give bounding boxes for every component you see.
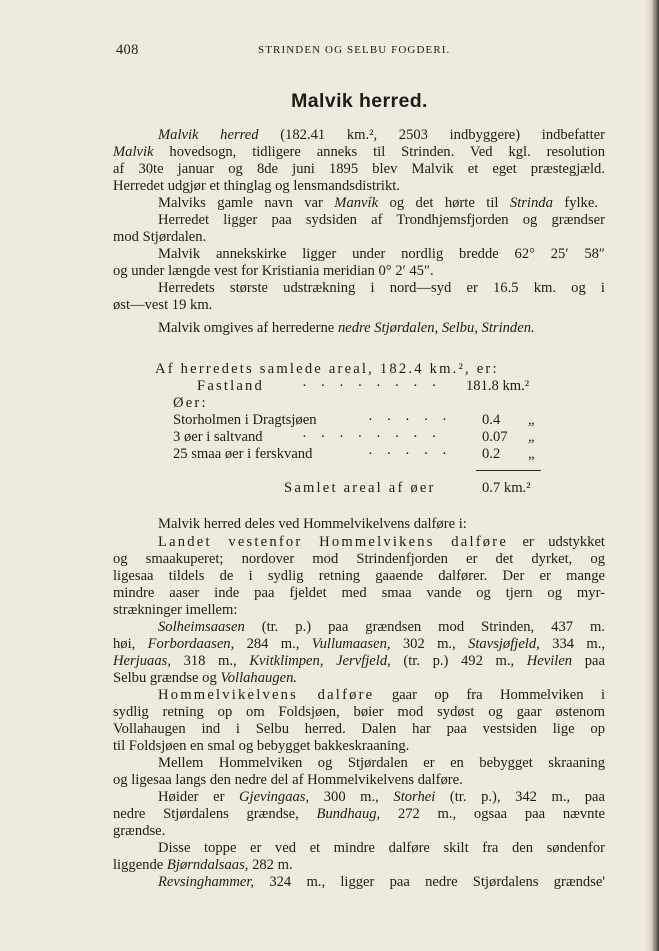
text-line: Herjuaas, 318 m., Kvitklimpen, Jervfjeld, (tr. p.) 492 m., Hevilen paa — [113, 653, 605, 669]
text-line: strækninger imellem: — [113, 602, 238, 618]
text-line: af 30te januar og 8de juni 1895 blev Malvik et eget præstegjæld. — [113, 161, 605, 177]
text-line: Selbu grændse og Vollahaugen. — [113, 670, 298, 686]
page-edge-shadow — [645, 0, 659, 951]
leader-dots: · · · · · — [368, 446, 452, 462]
text-line: Solheimsaasen (tr. p.) paa grændsen mod Strinden, 437 m. — [158, 619, 605, 635]
text-line: nedre Stjørdalens grændse, Bundhaug, 272 m., ogsaa paa nævnte — [113, 806, 605, 822]
text-line: Malvik herred (182.41 km.², 2503 indbyggere) indbefatter — [158, 127, 605, 143]
text-line: Høider er Gjevingaas, 300 m., Storhei (tr. p.), 342 m., paa — [158, 789, 606, 805]
sum-rule — [476, 470, 541, 471]
area-row-label: Storholmen i Dragtsjøen — [173, 412, 317, 428]
area-subheading: Øer: — [173, 395, 208, 411]
text-line: og smaakuperet; nordover mod Strindenfjorden er det dyrket, og — [113, 551, 605, 567]
text-line: Mellem Hommelviken og Stjørdalen er en bebygget skraaning — [158, 755, 605, 771]
text-line: Malvik herred deles ved Hommelvikelvens dalføre i: — [158, 516, 467, 532]
area-row-value: 0.07 — [482, 429, 508, 445]
text-line: grændse. — [113, 823, 166, 839]
page-number: 408 — [116, 42, 139, 58]
text-line: og under længde vest for Kristiania meridian 0° 2′ 45″. — [113, 263, 434, 279]
text-line: Herredet udgjør et thinglag og lensmandsdistrikt. — [113, 178, 400, 194]
text-line: Herredets største udstrækning i nord—syd er 16.5 km. og i — [158, 280, 605, 296]
running-header — [116, 42, 606, 62]
ditto-mark: „ — [528, 446, 535, 462]
area-total-label: Samlet areal af øer — [284, 480, 436, 496]
text-line: Landet vestenfor Hommelvikens dalføre er udstykket — [158, 534, 605, 550]
text-line: Malvik omgives af herrederne nedre Stjørdalen, Selbu, Strinden. — [158, 320, 535, 336]
text-line: sydlig retning op om Foldsjøen, bøier mod sydøst og gaar østenom — [113, 704, 605, 720]
page-edge-line — [654, 0, 656, 951]
text-line: og ligesaa langs den nedre del af Hommelvikelvens dalføre. — [113, 772, 463, 788]
ditto-mark: „ — [528, 429, 535, 445]
text-line: Vollahaugen ind i Selbu herred. Dalen har paa vestsiden lige op — [113, 721, 605, 737]
area-row-value: 0.2 — [482, 446, 501, 462]
text-line: Disse toppe er ved et mindre dalføre skilt fra den søndenfor — [158, 840, 605, 856]
leader-dots: · · · · · · · · — [302, 378, 442, 394]
text-line: liggende Bjørndalsaas, 282 m. — [113, 857, 293, 873]
text-line: ligesaa tildels de i sydlig retning gaaende dalfører. Der er mange — [113, 568, 605, 584]
leader-dots: · · · · · — [368, 412, 452, 428]
area-row-value: 181.8 km.² — [466, 378, 530, 394]
area-row-label: 3 øer i saltvand — [173, 429, 263, 445]
ditto-mark: „ — [528, 412, 535, 428]
text-line: Malvik annekskirke ligger under nordlig bredde 62° 25′ 58″ — [158, 246, 605, 262]
area-row-value: 0.4 — [482, 412, 501, 428]
text-line: Malvik hovedsogn, tidligere anneks til Strinden. Ved kgl. resolution — [113, 144, 605, 160]
area-row-label: 25 smaa øer i ferskvand — [173, 446, 313, 462]
leader-dots: · · · · · · · · — [302, 429, 442, 445]
area-row-label: Fastland — [197, 378, 265, 394]
text-line: Malviks gamle navn var Manvík og det hørte til Strinda fylke. — [158, 195, 598, 211]
text-line: øst—vest 19 km. — [113, 297, 213, 313]
area-total-value: 0.7 km.² — [482, 480, 531, 496]
text-line: til Foldsjøen en smal og bebygget bakkeskraaning. — [113, 738, 410, 754]
section-title: Malvik herred. — [291, 90, 428, 112]
text-line: mod Stjørdalen. — [113, 229, 207, 245]
text-line: Revsinghammer, 324 m., ligger paa nedre Stjørdalens grændse' — [158, 874, 605, 890]
text-line: Hommelvikelvens dalføre gaar op fra Hommelviken i — [158, 687, 606, 703]
area-table-heading: Af herredets samlede areal, 182.4 km.², er: — [155, 361, 499, 377]
text-line: mindre aaser inde paa fjeldet med smaa vande og tjern og myr- — [113, 585, 605, 601]
running-title: STRINDEN OG SELBU FOGDERI. — [258, 44, 451, 56]
text-line: høi, Forbordaasen, 284 m., Vullumaasen, 302 m., Stavsjøfjeld, 334 m., — [113, 636, 605, 652]
text-line: Herredet ligger paa sydsiden af Trondhjemsfjorden og grændser — [158, 212, 605, 228]
